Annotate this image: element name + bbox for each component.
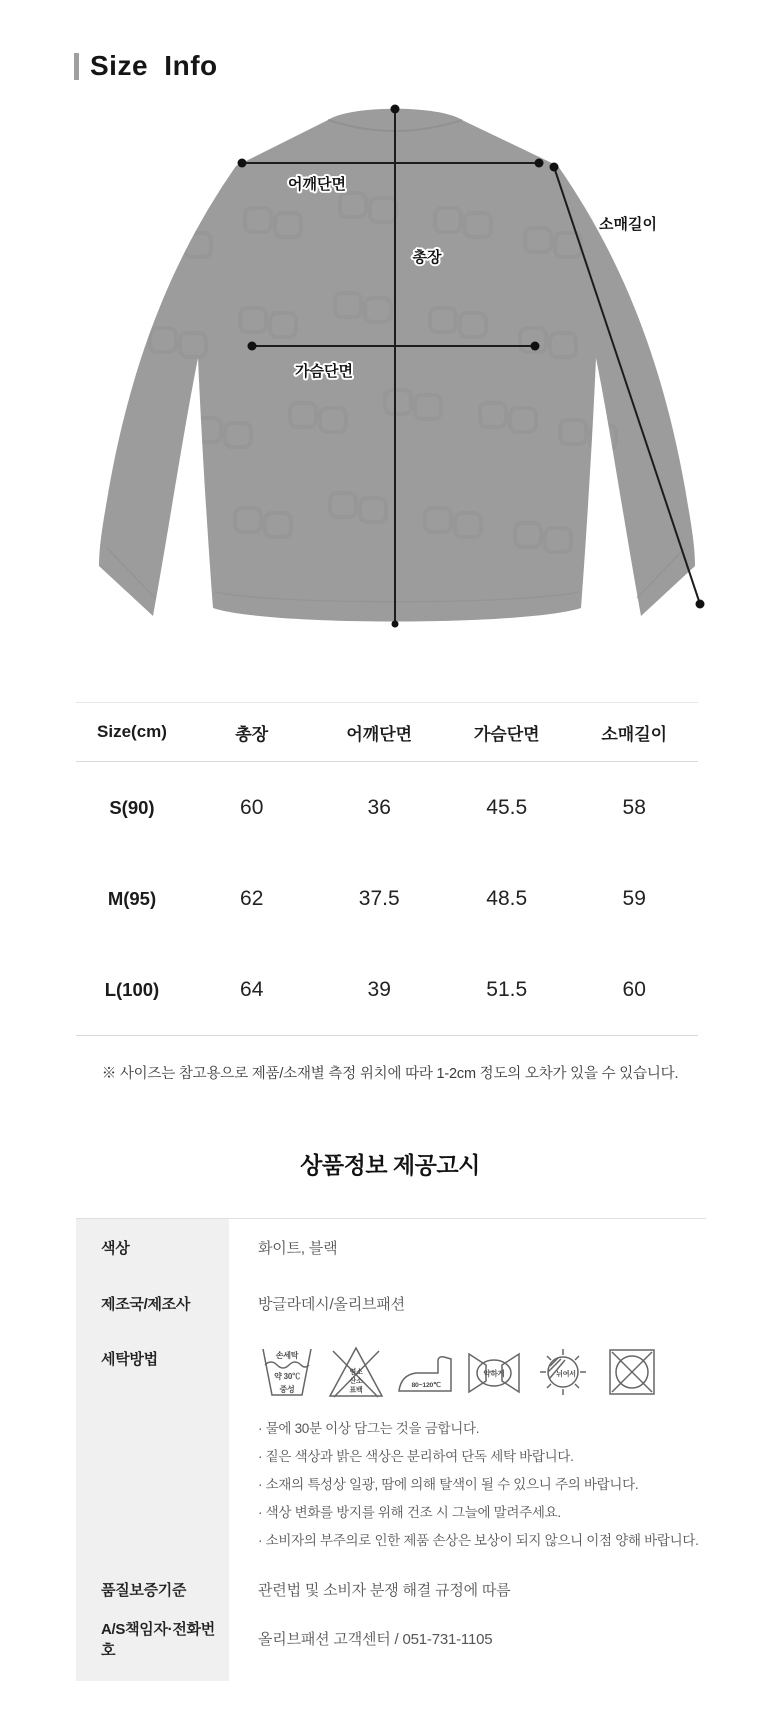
size-table-header-row	[76, 702, 698, 762]
wring-gently-icon	[465, 1345, 523, 1399]
svg-text:산소: 산소	[349, 1378, 363, 1385]
size-note: ※ 사이즈는 참고용으로 제품/소재별 측정 위치에 따라 1-2cm 정도의 오차가 있을 수 있습니다.	[101, 1066, 679, 1082]
header-size: Size(cm)	[97, 722, 167, 741]
size-name: S(90)	[109, 796, 155, 818]
size-value: 48.5	[486, 886, 528, 910]
total-length-label: 총장	[412, 249, 442, 266]
product-info-heading: 상품정보 제공고시	[300, 1152, 480, 1178]
size-value: 51.5	[486, 977, 528, 1001]
label-column-spacer	[76, 1663, 229, 1681]
as-contact-value: 올리브패션 고객센터 / 051-731-1105	[258, 1631, 493, 1648]
section-header	[74, 50, 780, 82]
iron-icon	[396, 1345, 454, 1399]
page-title: Size Info	[90, 50, 218, 81]
header-length: 총장	[235, 724, 269, 744]
size-table	[76, 702, 698, 1036]
shoulder-width-label: 어깨단면	[288, 176, 346, 193]
header-chest: 가슴단면	[473, 724, 540, 744]
warranty-label: 품질보증기준	[76, 1565, 229, 1614]
table-row-s	[76, 762, 698, 853]
warranty-value: 관련법 및 소비자 분쟁 해결 규정에 따름	[258, 1582, 511, 1599]
care-icons-row	[258, 1345, 706, 1399]
size-name: M(95)	[107, 887, 157, 909]
table-row-l	[76, 944, 698, 1035]
sweater-illustration	[95, 88, 720, 648]
care-note: · 소재의 특성상 일광, 땀에 의해 탈색이 될 수 있으니 주의 바랍니다.	[258, 1477, 639, 1492]
svg-text:표백: 표백	[349, 1387, 363, 1394]
color-label: 색상	[76, 1219, 229, 1275]
svg-text:중성: 중성	[279, 1385, 295, 1394]
care-note: · 물에 30분 이상 담그는 것을 금합니다.	[258, 1421, 480, 1436]
sweater-diagram	[95, 88, 720, 648]
sleeve-length-label: 소매길이	[599, 216, 657, 233]
care-note: · 짙은 색상과 밝은 색상은 분리하여 단독 세탁 바랍니다.	[258, 1449, 574, 1464]
sweater-silhouette	[99, 109, 695, 622]
care-note: · 색상 변화를 방지를 위해 건조 시 그늘에 말려주세요.	[258, 1505, 561, 1520]
product-info-table	[76, 1218, 706, 1681]
svg-text:80~120℃: 80~120℃	[411, 1382, 441, 1389]
size-value: 37.5	[358, 886, 400, 910]
care-notes-list	[258, 1415, 706, 1555]
svg-text:약 30℃: 약 30℃	[274, 1372, 300, 1381]
size-value: 60	[240, 795, 264, 819]
shade-dry-icon	[534, 1345, 592, 1399]
header-sleeve: 소매길이	[601, 724, 668, 744]
wash-method-value	[229, 1331, 706, 1565]
no-bleach-icon	[327, 1345, 385, 1399]
size-value: 39	[367, 977, 391, 1001]
care-note: · 소비자의 부주의로 인한 제품 손상은 보상이 되지 않으니 이점 양해 바랍니다.	[258, 1533, 699, 1548]
header-shoulder: 어깨단면	[346, 724, 413, 744]
size-value: 59	[622, 886, 646, 910]
svg-text:손세탁: 손세탁	[275, 1351, 299, 1360]
size-value: 64	[240, 977, 264, 1001]
color-value: 화이트, 블랙	[258, 1239, 338, 1257]
handwash-icon	[258, 1345, 316, 1399]
svg-text:뉘여서: 뉘여서	[556, 1371, 576, 1378]
size-value: 36	[367, 795, 391, 819]
no-tumble-dry-icon	[603, 1345, 661, 1399]
size-name: L(100)	[104, 978, 160, 1000]
size-value: 58	[622, 795, 646, 819]
size-value: 45.5	[486, 795, 528, 819]
size-value: 62	[240, 886, 264, 910]
title-accent-bar	[74, 53, 79, 80]
chest-width-label: 가슴단면	[295, 363, 353, 380]
origin-value: 방글라데시/올리브패션	[258, 1295, 405, 1313]
svg-text:염소: 염소	[349, 1369, 363, 1376]
value-column-spacer	[229, 1663, 706, 1681]
size-value: 60	[622, 977, 646, 1001]
origin-label: 제조국/제조사	[76, 1275, 229, 1331]
svg-text:약하게: 약하게	[483, 1369, 505, 1378]
as-contact-label: A/S책임자·전화번호	[76, 1614, 229, 1663]
table-row-m	[76, 853, 698, 944]
wash-method-label: 세탁방법	[76, 1331, 229, 1565]
